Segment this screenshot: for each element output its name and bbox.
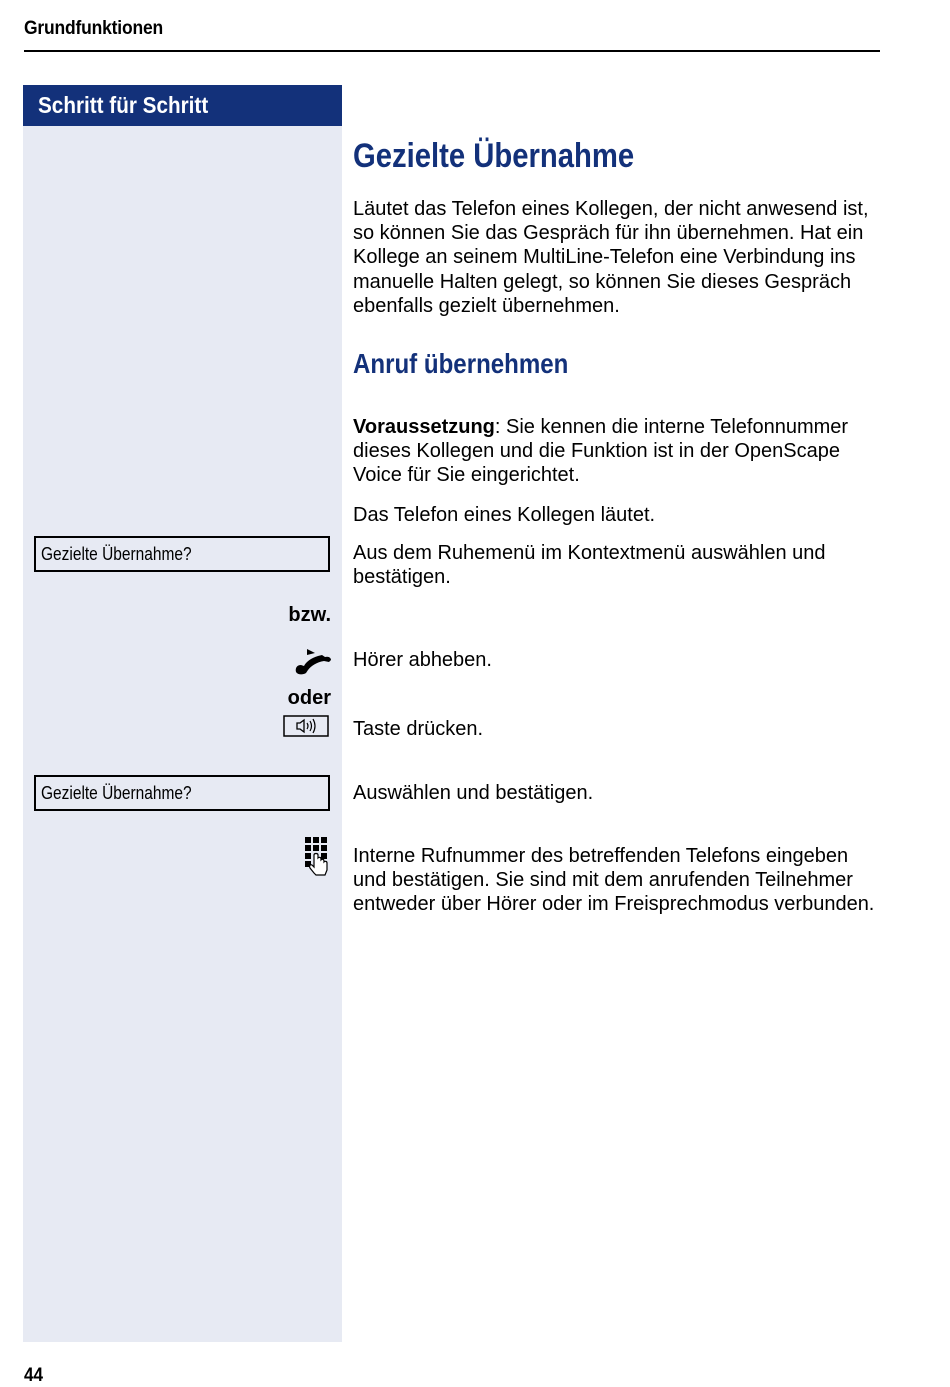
step-lift-handset: Hörer abheben. [353,649,492,671]
intro-paragraph: Läutet das Telefon eines Kollegen, der nicht anwesend ist, so können Sie das Gespräch für ihn übernehmen. Hat ein Kollege an seinem MultiLine-Telefon eine Verbindung ins manuelle Halten gelegt, so können Sie dieses Gespräch ebenfalls gezielt übernehmen. [353,198,869,317]
section-subtitle: Anruf übernehmen [353,348,569,379]
prerequisite-label: Voraussetzung [353,416,495,438]
handset-lift-icon [293,645,335,677]
section-header: Grundfunktionen [24,18,164,39]
label-oder: oder [287,687,331,709]
prerequisite-text: : Sie kennen die interne Telefonnummer dieses Kollegen und die Funktion ist in der OpenScape Voice für Sie eingerichtet. [353,416,849,487]
header-rule [24,50,880,52]
display-option-text: Gezielte Übernahme? [41,544,192,564]
page-title: Gezielte Übernahme [353,137,635,175]
page-number: 44 [24,1365,44,1386]
keypad-icon [303,835,333,877]
label-bzw: bzw. [288,604,331,626]
speaker-key-icon [283,715,329,737]
step-select-confirm: Auswählen und bestätigen. [353,782,594,804]
display-option-targeted-pickup-2[interactable] [34,775,330,811]
step-sidebar [23,85,342,1342]
step-dial-number: Interne Rufnummer des betreffenden Telefons eingeben und bestätigen. Sie sind mit dem anrufenden Teilnehmer entweder über Hörer oder im Freisprechmodus verbunden. [353,845,875,916]
step-press-key: Taste drücken. [353,718,484,740]
prerequisite-paragraph [353,415,883,488]
sidebar-title [23,85,342,126]
display-option-text: Gezielte Übernahme? [41,783,192,803]
sidebar-title-text: Schritt für Schritt [38,92,209,118]
step-select-menu: Aus dem Ruhemenü im Kontextmenü auswählen und bestätigen. [353,542,826,589]
step-ringing: Das Telefon eines Kollegen läutet. [353,504,656,526]
display-option-targeted-pickup[interactable] [34,536,330,572]
